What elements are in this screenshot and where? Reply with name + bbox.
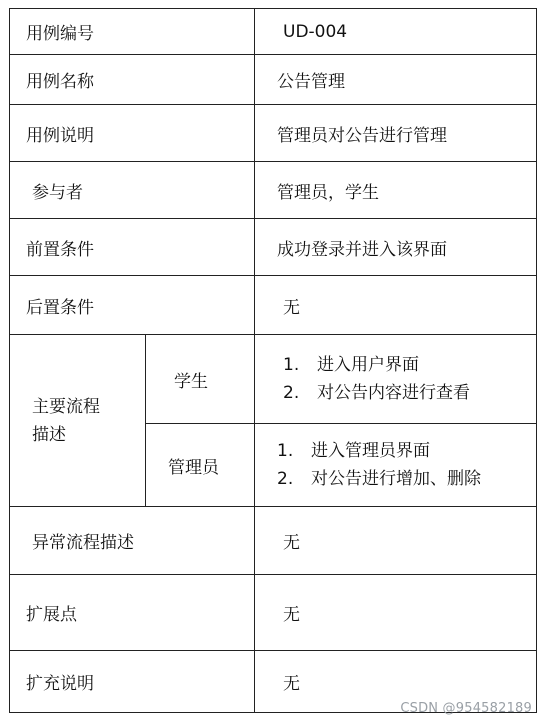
- table-row: [10, 105, 537, 162]
- table-row: [10, 219, 537, 276]
- step-number: 2.: [283, 383, 300, 403]
- step-number: 1.: [283, 355, 300, 375]
- step-text: 进入用户界面: [317, 355, 419, 375]
- row-label: 扩充说明: [10, 651, 255, 713]
- table-row: [10, 575, 537, 651]
- row-value: UD-004: [255, 9, 537, 55]
- list-item: [283, 351, 536, 379]
- row-value: 无: [255, 651, 537, 713]
- row-label: 扩展点: [10, 575, 255, 651]
- step-number: 2.: [277, 469, 294, 489]
- row-value: 公告管理: [255, 55, 537, 105]
- row-label: 用例说明: [10, 105, 255, 162]
- watermark: CSDN @954582189: [400, 701, 532, 716]
- list-item: [277, 437, 536, 465]
- step-text: 对公告内容进行查看: [317, 383, 470, 403]
- row-label: 后置条件: [10, 276, 255, 335]
- table-row: [10, 276, 537, 335]
- actor-steps: [255, 424, 537, 507]
- step-number: 1.: [277, 441, 294, 461]
- steps-list: [277, 437, 536, 493]
- main-flow-label-line1: 主要流程: [32, 396, 100, 417]
- table-row: [10, 9, 537, 55]
- actor-name: 管理员: [146, 424, 255, 507]
- use-case-table: [9, 8, 537, 713]
- row-value: 无: [255, 276, 537, 335]
- row-value: 管理员，学生: [255, 162, 537, 219]
- row-value: 无: [255, 575, 537, 651]
- main-flow-label: [10, 335, 146, 507]
- row-label: 用例编号: [10, 9, 255, 55]
- actor-steps: [255, 335, 537, 424]
- table-row: [10, 55, 537, 105]
- table-row: [10, 335, 537, 424]
- steps-list: [283, 351, 536, 407]
- row-label: 参与者: [10, 162, 255, 219]
- row-value: 无: [255, 507, 537, 575]
- table-row: [10, 507, 537, 575]
- actor-name: 学生: [146, 335, 255, 424]
- step-text: 对公告进行增加、删除: [311, 469, 481, 489]
- list-item: [277, 465, 536, 493]
- list-item: [283, 379, 536, 407]
- main-flow-label-line2: 描述: [32, 424, 66, 445]
- row-label: 异常流程描述: [10, 507, 255, 575]
- row-label: 前置条件: [10, 219, 255, 276]
- row-label: 用例名称: [10, 55, 255, 105]
- table-row: [10, 162, 537, 219]
- step-text: 进入管理员界面: [311, 441, 430, 461]
- row-value: 成功登录并进入该界面: [255, 219, 537, 276]
- row-value: 管理员对公告进行管理: [255, 105, 537, 162]
